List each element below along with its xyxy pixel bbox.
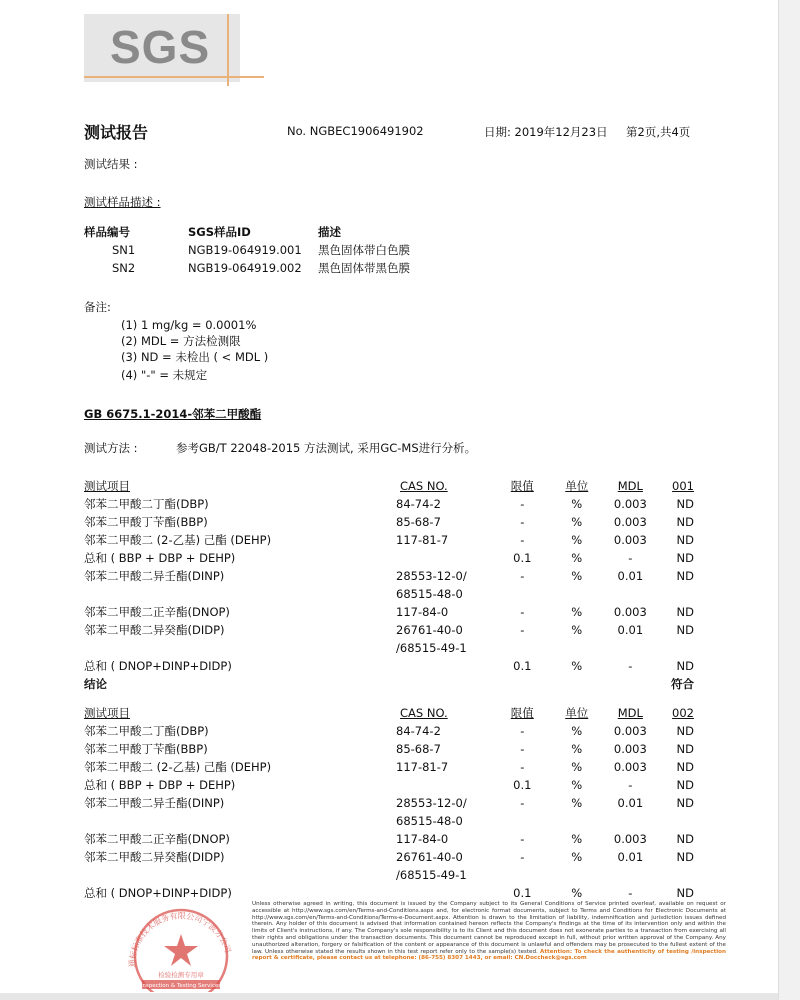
cell-limit: - [520,497,525,511]
cell-test-item: 总和 ( DNOP+DINP+DIDP) [84,886,232,900]
cell-test-item: 邻苯二甲酸丁苄酯(BBP) [84,515,208,529]
cell-result: ND [676,742,694,756]
table-row [84,830,694,848]
sgs-logo: SGS [110,21,211,73]
cell-unit: % [571,760,583,774]
cell-limit: - [520,760,525,774]
table-row [84,657,694,675]
table-row [84,531,694,549]
results-label: 测试结果 : [84,157,138,171]
samples-header-row [84,223,410,241]
conclusion-row [84,675,694,693]
header-unit: 单位 [565,479,589,493]
header-cas-no: CAS NO. [400,479,448,493]
viewer-right-margin [778,0,800,1000]
table-row [84,794,694,812]
viewer-bottom-margin [0,993,778,1000]
results-header-row [84,704,694,722]
cell-mdl: 0.003 [613,497,647,511]
table-row [84,513,694,531]
cell-mdl: 0.01 [617,850,644,864]
cell-result [658,812,694,830]
note-item: (4) "-" = 未规定 [121,368,208,382]
cell-test-item: 邻苯二甲酸丁苄酯(BBP) [84,742,208,756]
table-row [84,848,694,866]
sample-description: 黑色固体带黑色膜 [318,261,410,275]
cell-unit: % [571,497,583,511]
cell-result: ND [676,778,694,792]
table-row [84,722,694,740]
section-title: GB 6675.1-2014-邻苯二甲酸酯 [84,407,262,421]
cell-result: ND [676,724,694,738]
table-row [84,758,694,776]
cell-mdl: - [628,551,633,565]
cell-unit: % [571,515,583,529]
cell-unit: % [571,533,583,547]
cell-mdl: 0.003 [613,760,647,774]
cell-unit: % [571,569,583,583]
cell-unit: % [571,886,583,900]
cell-unit [551,585,603,603]
cell-unit [551,866,603,884]
header-cas-no: CAS NO. [400,706,448,720]
cell-result: ND [676,551,694,565]
cell-mdl: 0.003 [613,742,647,756]
cell-test-item: 邻苯二甲酸二异癸酯(DIDP) [84,623,225,637]
cell-limit: - [520,533,525,547]
cell-result [658,866,694,884]
cell-result: ND [676,605,694,619]
cell-cas-no: 68515-48-0 [396,587,463,601]
table-row [84,549,694,567]
report-date: 日期: 2019年12月23日 [484,125,608,139]
samples-row [84,241,410,259]
cell-mdl: 0.01 [617,796,644,810]
cell-mdl [603,866,659,884]
cell-test-item: 邻苯二甲酸二异癸酯(DIDP) [84,850,225,864]
cell-unit: % [571,832,583,846]
cell-mdl: 0.003 [613,832,647,846]
cell-limit: 0.1 [513,886,532,900]
sample-description: 黑色固体带白色膜 [318,243,410,257]
official-seal [122,904,240,992]
cell-test-item: 邻苯二甲酸二异壬酯(DINP) [84,796,225,810]
cell-unit: % [571,724,583,738]
cell-result: ND [676,886,694,900]
cell-mdl [603,812,659,830]
cell-mdl: 0.01 [617,623,644,637]
table-row [84,776,694,794]
report-number: No. NGBEC1906491902 [287,124,424,138]
cell-cas-no [396,884,494,902]
cell-limit [494,585,551,603]
cell-cas-no [396,657,494,675]
cell-test-item [84,866,396,884]
cell-test-item [84,585,396,603]
method-text: 参考GB/T 22048-2015 方法测试, 采用GC-MS进行分析。 [176,441,477,455]
cell-test-item [84,639,396,657]
table-row [84,585,694,603]
header-test-item: 测试项目 [84,479,130,493]
samples-header-cell: 样品编号 [84,225,130,239]
cell-test-item: 总和 ( DNOP+DINP+DIDP) [84,659,232,673]
cell-result [658,639,694,657]
samples-table [84,223,410,277]
header-test-item: 测试项目 [84,706,130,720]
notes-label: 备注: [84,300,111,314]
cell-limit: - [520,796,525,810]
seal-en-text: Inspection & Testing Services [140,983,222,989]
cell-mdl: 0.01 [617,569,644,583]
header-limit: 限值 [510,706,534,720]
cell-test-item: 邻苯二甲酸二 (2-乙基) 己酯 (DEHP) [84,760,272,774]
cell-unit: % [571,850,583,864]
cell-result [658,585,694,603]
header-limit: 限值 [510,479,534,493]
cell-limit: 0.1 [513,551,532,565]
cell-limit: - [520,605,525,619]
cell-cas-no: 117-84-0 [396,605,449,619]
cell-mdl [603,639,659,657]
cell-cas-no: 28553-12-0/ [396,796,467,810]
cell-result: ND [676,569,694,583]
cell-test-item [84,812,396,830]
cell-unit: % [571,605,583,619]
cell-mdl: 0.003 [613,515,647,529]
cell-mdl: 0.003 [613,724,647,738]
cell-cas-no: /68515-49-1 [396,641,467,655]
cell-result: ND [676,659,694,673]
table-row [84,567,694,585]
samples-row [84,259,410,277]
cell-cas-no: 26761-40-0 [396,623,463,637]
cell-limit [494,639,551,657]
cell-mdl: 0.003 [613,605,647,619]
cell-cas-no: 85-68-7 [396,515,441,529]
cell-unit: % [571,659,583,673]
table-row [84,495,694,513]
cell-unit: % [571,778,583,792]
results-table-001 [84,477,694,693]
cell-result: ND [676,832,694,846]
table-row [84,603,694,621]
note-item: (1) 1 mg/kg = 0.0001% [121,318,257,332]
sgs-sample-id: NGB19-064919.002 [188,261,302,275]
seal-company-text: 通标标准技术服务有限公司宁波分公司 [127,911,233,968]
cell-test-item: 邻苯二甲酸二正辛酯(DNOP) [84,832,230,846]
samples-header-cell: SGS样品ID [188,225,251,239]
table-row [84,621,694,639]
table-row [84,884,694,902]
header-sample-001: 001 [672,479,694,493]
sample-id: SN1 [112,243,136,257]
cell-cas-no: 117-81-7 [396,533,449,547]
cell-unit [551,639,603,657]
cell-test-item: 邻苯二甲酸二异壬酯(DINP) [84,569,225,583]
table-row [84,866,694,884]
cell-cas-no: 84-74-2 [396,724,441,738]
results-table-002 [84,704,694,902]
results-header-row [84,477,694,495]
cell-mdl [603,585,659,603]
cell-unit: % [571,551,583,565]
samples-header-cell: 描述 [318,225,341,239]
cell-limit: - [520,569,525,583]
note-item: (3) ND = 未检出 ( < MDL ) [121,350,269,364]
cell-limit [494,866,551,884]
authenticity-notice: Attention: To check the authenticity of testing /inspection report & certificate, please contact us at telephone: (86-755) 8307 1443, or email: CN.Doccheck@sgs.com [252,948,727,962]
cell-limit: 0.1 [513,778,532,792]
cell-cas-no [396,776,494,794]
cell-limit: - [520,850,525,864]
cell-test-item: 总和 ( BBP + DBP + DEHP) [84,551,236,565]
sample-id: SN2 [112,261,136,275]
cell-cas-no: /68515-49-1 [396,868,467,882]
cell-unit [551,812,603,830]
report-title: 测试报告 [84,123,149,142]
cell-unit: % [571,623,583,637]
table-row [84,740,694,758]
results-body-002 [84,722,694,902]
method-label: 测试方法 : [84,441,138,455]
note-item: (2) MDL = 方法检测限 [121,334,241,348]
logo-accent-horizontal [84,76,264,78]
cell-result: ND [676,497,694,511]
header-sample-002: 002 [672,706,694,720]
cell-limit: - [520,623,525,637]
cell-limit [494,812,551,830]
disclaimer-text: Unless otherwise agreed in writing, this document is issued by the Company subject to its General Conditions of Service printed overleaf, available on request or accessible at http://www.sgs.com/en/Terms-and-Conditions.aspx and, for electronic format documents, subject to Terms and Conditions for Electronic Documents at http://www.sgs.com/en/Terms-and-Conditions/Terms-e-Document.aspx. Attention is drawn to the limitation of liability, indemnification and jurisdiction issues defined therein. Any holder of this document is advised that information contained hereon reflects the Company's findings at the time of its intervention only and within the limits of Client's instructions, if any. The Company's sole responsibility is to its Client and this document does not exonerate parties to a transaction from exercising all their rights and obligations under the transaction documents. This document cannot be reproduced except in full, without prior written approval of the Company. Any unauthorized alteration, forgery or falsification of the content or appearance of this document is unlawful and offenders may be prosecuted to the fullest extent of the law. Unless otherwise stated the results shown in this test report refer only to the sample(s) tested. [252,901,726,955]
cell-result: ND [676,533,694,547]
cell-mdl: - [628,778,633,792]
seal-star-icon [164,934,198,966]
cell-limit: - [520,724,525,738]
cell-result: ND [676,515,694,529]
cell-result: ND [676,796,694,810]
sample-desc-label: 测试样品描述 : [84,195,161,209]
header-unit: 单位 [565,706,589,720]
cell-unit: % [571,742,583,756]
cell-mdl: 0.003 [613,533,647,547]
sgs-sample-id: NGB19-064919.001 [188,243,302,257]
cell-result: ND [676,850,694,864]
cell-cas-no: 85-68-7 [396,742,441,756]
cell-limit: - [520,515,525,529]
cell-cas-no: 117-81-7 [396,760,449,774]
cell-mdl: - [628,886,633,900]
cell-test-item: 邻苯二甲酸二 (2-乙基) 己酯 (DEHP) [84,533,272,547]
table-row [84,812,694,830]
cell-test-item: 邻苯二甲酸二丁酯(DBP) [84,497,209,511]
conclusion-label: 结论 [84,677,107,691]
cell-cas-no [396,549,494,567]
cell-test-item: 总和 ( BBP + DBP + DEHP) [84,778,236,792]
cell-result: ND [676,760,694,774]
cell-cas-no: 68515-48-0 [396,814,463,828]
cell-test-item: 邻苯二甲酸二正辛酯(DNOP) [84,605,230,619]
header-mdl: MDL [617,706,643,720]
cell-cas-no: 26761-40-0 [396,850,463,864]
cell-limit: 0.1 [513,659,532,673]
cell-limit: - [520,832,525,846]
cell-mdl: - [628,659,633,673]
cell-unit: % [571,796,583,810]
conclusion-value: 符合 [671,677,694,691]
cell-limit: - [520,742,525,756]
cell-test-item: 邻苯二甲酸二丁酯(DBP) [84,724,209,738]
cell-cas-no: 117-84-0 [396,832,449,846]
results-body-001 [84,495,694,675]
legal-disclaimer [252,901,726,962]
header-mdl: MDL [617,479,643,493]
seal-sub-text: 检验检测专用章 [158,971,204,979]
cell-result: ND [676,623,694,637]
cell-cas-no: 28553-12-0/ [396,569,467,583]
cell-cas-no: 84-74-2 [396,497,441,511]
table-row [84,639,694,657]
page-indicator: 第2页,共4页 [626,125,691,139]
